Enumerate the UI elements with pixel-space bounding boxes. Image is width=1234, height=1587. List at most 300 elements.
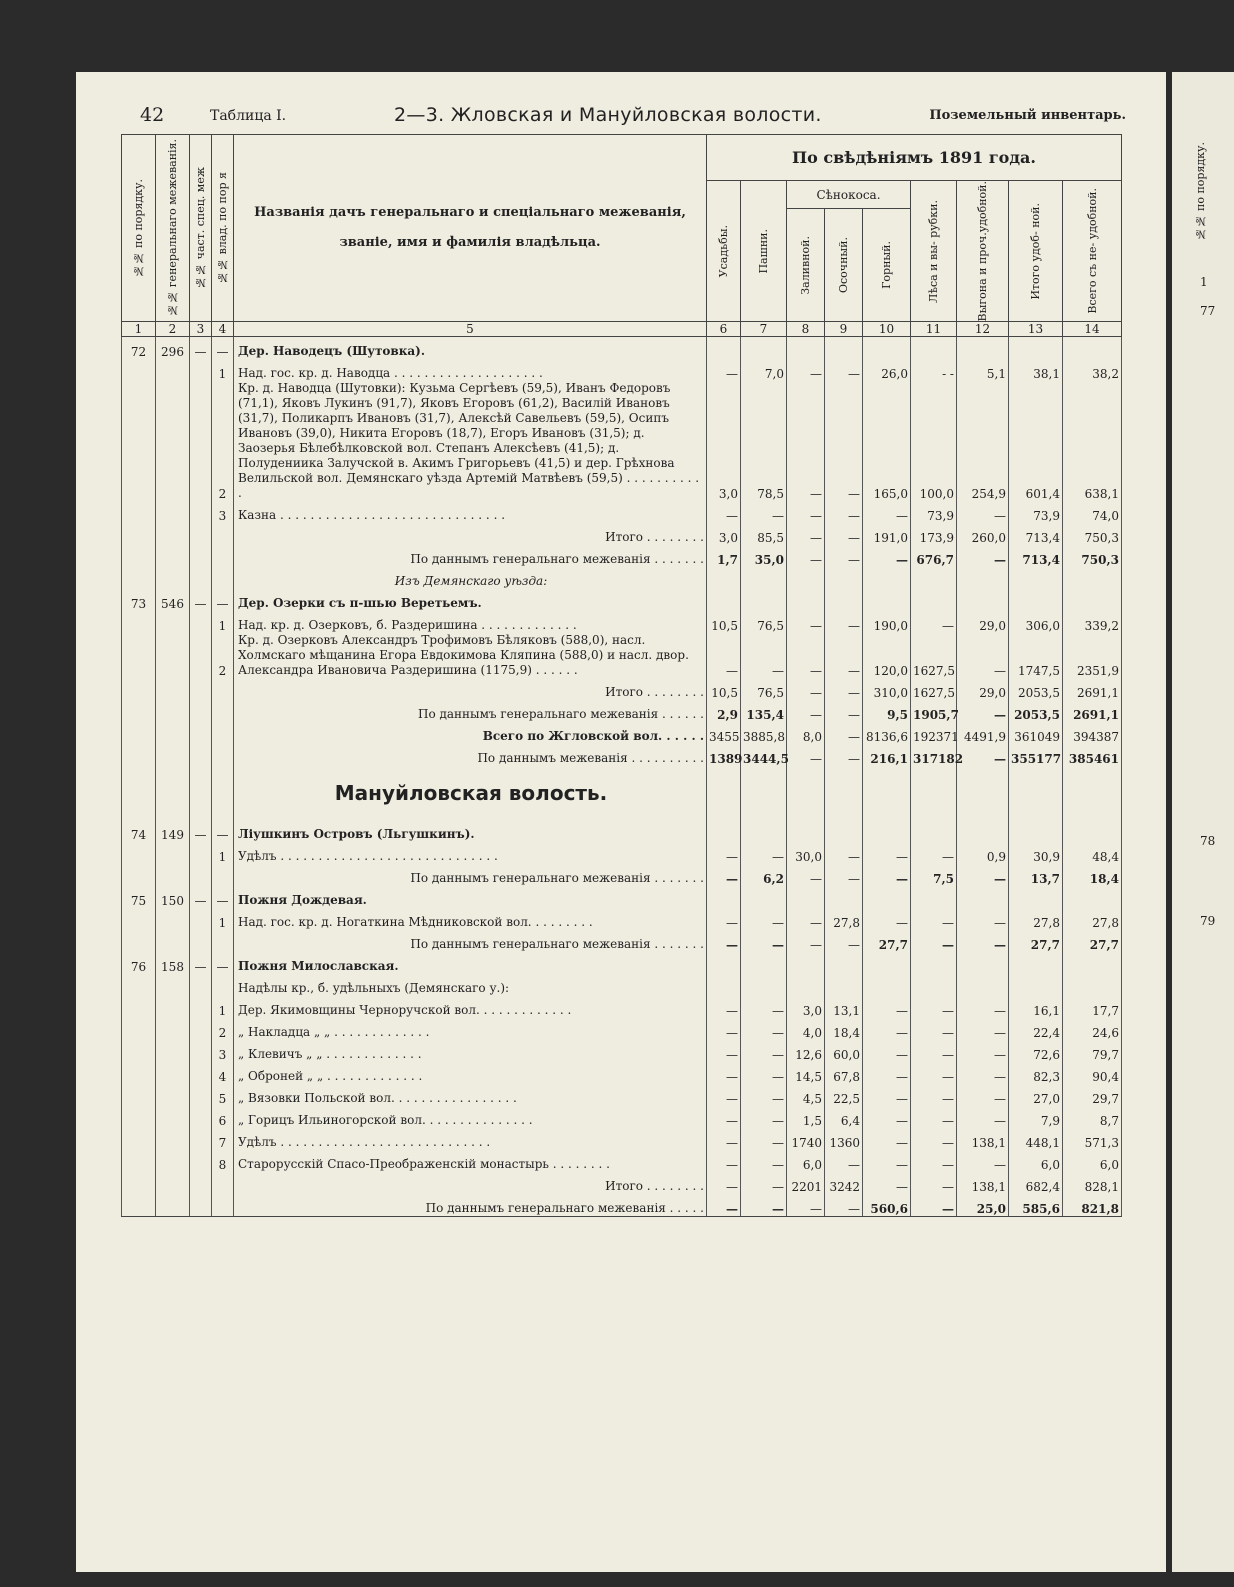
cell-value [863, 820, 911, 842]
row-index-c3 [190, 974, 212, 996]
col-header-names: Названія дачъ генеральнаго и спеціальнаго межеванія, званіе, имя и фамилія владѣльца. [234, 135, 707, 322]
cell-value: — [957, 996, 1009, 1018]
cell-value [787, 589, 825, 611]
row-index-c1 [122, 1018, 156, 1040]
row-index-c1 [122, 501, 156, 523]
cell-value: 4,0 [787, 1018, 825, 1040]
col-header-pasture: Выгона и проч.удобной. [957, 181, 1009, 322]
cell-value [707, 589, 741, 611]
cell-value [741, 567, 787, 589]
row-index-c4: — [212, 589, 234, 611]
cell-value: 67,8 [825, 1062, 863, 1084]
cell-value: — [911, 1128, 957, 1150]
row-index-c2 [156, 501, 190, 523]
cell-value: 601,4 [1009, 381, 1063, 501]
row-index-c1 [122, 722, 156, 744]
col-header-upland: Горный. [863, 209, 911, 322]
cell-value: 191,0 [863, 523, 911, 545]
row-index-c3 [190, 1172, 212, 1194]
row-name: „ Оброней „ „ . . . . . . . . . . . . . [234, 1062, 707, 1084]
cell-value: — [863, 545, 911, 567]
table-row [122, 611, 1122, 633]
cell-value: — [741, 1084, 787, 1106]
cell-value: 2351,9 [1063, 633, 1122, 678]
row-index-c2 [156, 864, 190, 886]
column-number: 3 [190, 322, 212, 337]
cell-value [1063, 820, 1122, 842]
column-number: 14 [1063, 322, 1122, 337]
row-index-c2: 546 [156, 589, 190, 611]
row-index-c3 [190, 908, 212, 930]
row-index-c1 [122, 842, 156, 864]
row-index-c4 [212, 567, 234, 589]
row-index-c4: 3 [212, 501, 234, 523]
row-index-c2 [156, 545, 190, 567]
cell-value [741, 886, 787, 908]
cell-value: 78,5 [741, 381, 787, 501]
row-index-c1 [122, 633, 156, 678]
cell-value: 6,0 [787, 1150, 825, 1172]
col-header-total-all: Всего съ не- удобной. [1063, 181, 1122, 322]
row-name: По даннымъ межеванія . . . . . . . . . . [234, 744, 707, 766]
row-index-c1 [122, 545, 156, 567]
cell-value [1063, 974, 1122, 996]
cell-value [707, 886, 741, 908]
cell-value: 3242 [825, 1172, 863, 1194]
row-name: Мануйловская волость. [234, 766, 707, 820]
next-page-num: 79 [1200, 914, 1216, 928]
cell-value: 3,0 [787, 996, 825, 1018]
cell-value: — [911, 1018, 957, 1040]
row-index-c1: 75 [122, 886, 156, 908]
row-index-c4 [212, 974, 234, 996]
cell-value: — [707, 842, 741, 864]
table-row [122, 1084, 1122, 1106]
cell-value: 821,8 [1063, 1194, 1122, 1217]
row-index-c1 [122, 1172, 156, 1194]
cell-value: 8,0 [787, 722, 825, 744]
row-index-c3 [190, 1018, 212, 1040]
cell-value: — [863, 996, 911, 1018]
row-index-c2 [156, 1128, 190, 1150]
cell-value: 560,6 [863, 1194, 911, 1217]
row-name: Над. гос. кр. д. Наводца . . . . . . . . . . . . . . . . . . . . [234, 359, 707, 381]
cell-value: — [741, 1194, 787, 1217]
cell-value: 317182 [911, 744, 957, 766]
row-index-c3 [190, 1084, 212, 1106]
cell-value: — [825, 678, 863, 700]
cell-value: 38,1 [1009, 359, 1063, 381]
column-number: 8 [787, 322, 825, 337]
row-index-c4 [212, 545, 234, 567]
row-index-c4 [212, 700, 234, 722]
cell-value: 27,7 [1063, 930, 1122, 952]
row-index-c3: — [190, 886, 212, 908]
page-number: 42 [140, 104, 165, 126]
row-index-c2 [156, 359, 190, 381]
cell-value: — [863, 908, 911, 930]
row-name: По даннымъ генеральнаго межеванія . . . . . [234, 1194, 707, 1217]
cell-value [1063, 766, 1122, 820]
row-index-c2 [156, 1194, 190, 1217]
table-row [122, 1194, 1122, 1217]
cell-value: 6,2 [741, 864, 787, 886]
cell-value: 22,5 [825, 1084, 863, 1106]
cell-value: 676,7 [911, 545, 957, 567]
cell-value: — [825, 381, 863, 501]
table-row [122, 633, 1122, 678]
cell-value: 27,8 [825, 908, 863, 930]
cell-value: — [825, 1194, 863, 1217]
row-name: По даннымъ генеральнаго межеванія . . . . . . . [234, 864, 707, 886]
table-row [122, 523, 1122, 545]
cell-value: 10,5 [707, 678, 741, 700]
col-header-general: №№ генеральнаго межеванія. [156, 135, 190, 322]
table-row [122, 1106, 1122, 1128]
next-page-num: 1 [1200, 275, 1208, 289]
row-index-c1 [122, 1040, 156, 1062]
cell-value: 2691,1 [1063, 678, 1122, 700]
cell-value: 73,9 [911, 501, 957, 523]
cell-value: 1905,7 [911, 700, 957, 722]
cell-value: 260,0 [957, 523, 1009, 545]
row-index-c2 [156, 722, 190, 744]
column-number: 11 [911, 322, 957, 337]
row-index-c2 [156, 633, 190, 678]
cell-value: — [957, 1150, 1009, 1172]
cell-value: 571,3 [1063, 1128, 1122, 1150]
cell-value [1063, 886, 1122, 908]
col-header-total-usable: Итого удоб- ной. [1009, 181, 1063, 322]
cell-value [787, 974, 825, 996]
running-header [76, 104, 1166, 128]
cell-value: — [911, 611, 957, 633]
cell-value [957, 974, 1009, 996]
cell-value: 165,0 [863, 381, 911, 501]
cell-value: — [741, 1150, 787, 1172]
cell-value [787, 337, 825, 360]
col-header-order: №№ по порядку. [122, 135, 156, 322]
row-index-c4: 7 [212, 1128, 234, 1150]
row-index-c2 [156, 381, 190, 501]
cell-value: — [787, 678, 825, 700]
next-page-num: 77 [1200, 304, 1216, 318]
row-index-c3 [190, 523, 212, 545]
cell-value: — [957, 864, 1009, 886]
cell-value: 27,8 [1009, 908, 1063, 930]
cell-value [825, 974, 863, 996]
cell-value: 85,5 [741, 523, 787, 545]
cell-value: 135,4 [741, 700, 787, 722]
cell-value [957, 886, 1009, 908]
cell-value: — [707, 930, 741, 952]
cell-value: — [825, 700, 863, 722]
row-index-c3: — [190, 952, 212, 974]
cell-value: — [863, 1062, 911, 1084]
cell-value: — [825, 864, 863, 886]
row-index-c4: 4 [212, 1062, 234, 1084]
column-number: 5 [234, 322, 707, 337]
table-row [122, 501, 1122, 523]
cell-value: 14,5 [787, 1062, 825, 1084]
row-name: Кр. д. Наводца (Шутовки): Кузьма Сергѣевъ (59,5), Иванъ Федоровъ (71,1), Яковъ Лукинъ (91,7), Яковъ Егоровъ (61,2), Василій Ивановъ (31,7), Поликарпъ Ивановъ (31,7), Алексѣй Савельевъ (59,5), Осипъ Ивановъ (39,0), Никита Егоровъ (18,7), Егоръ Ивановъ (31,5); д. Заозерья Бѣлебѣлковской вол. Степанъ Алексѣевъ (41,5); д. Полудениика Залучской в. Акимъ Григорьевъ (41,5) и дер. Грѣхнова Велильской вол. Демянскаго уѣзда Артемій Матвѣевъ (59,5) . . . . . . . . . . . [234, 381, 707, 501]
cell-value: 3885,8 [741, 722, 787, 744]
cell-value [741, 952, 787, 974]
row-index-c2 [156, 1084, 190, 1106]
cell-value: — [741, 1018, 787, 1040]
cell-value: 385461 [1063, 744, 1122, 766]
cell-value [707, 567, 741, 589]
row-index-c2 [156, 744, 190, 766]
row-index-c2 [156, 996, 190, 1018]
cell-value: — [957, 930, 1009, 952]
row-index-c3 [190, 1106, 212, 1128]
col-header-estates: Усадьбы. [707, 181, 741, 322]
cell-value: 3455 [707, 722, 741, 744]
row-name: Итого . . . . . . . . [234, 1172, 707, 1194]
cell-value: 310,0 [863, 678, 911, 700]
cell-value [787, 766, 825, 820]
row-name: Удѣлъ . . . . . . . . . . . . . . . . . . . . . . . . . . . . . [234, 842, 707, 864]
table-row [122, 744, 1122, 766]
cell-value: 1360 [825, 1128, 863, 1150]
row-index-c4: 1 [212, 359, 234, 381]
row-index-c1 [122, 1106, 156, 1128]
col-header-hay: Сѣнокоса. [787, 181, 911, 209]
table-row [122, 952, 1122, 974]
column-number: 2 [156, 322, 190, 337]
row-name: „ Клевичъ „ „ . . . . . . . . . . . . . [234, 1040, 707, 1062]
row-index-c3 [190, 1150, 212, 1172]
cell-value: 585,6 [1009, 1194, 1063, 1217]
cell-value [863, 337, 911, 360]
row-index-c3: — [190, 337, 212, 360]
row-index-c4 [212, 1172, 234, 1194]
cell-value [825, 766, 863, 820]
row-index-c1 [122, 567, 156, 589]
cell-value: — [741, 930, 787, 952]
row-index-c1 [122, 974, 156, 996]
row-index-c2 [156, 567, 190, 589]
cell-value [911, 820, 957, 842]
table-row [122, 842, 1122, 864]
row-index-c1: 72 [122, 337, 156, 360]
row-index-c1 [122, 700, 156, 722]
row-name: Кр. д. Озерковъ Александръ Трофимовъ Бѣляковъ (588,0), насл. Холмскаго мѣщанина Егора Евдокимова Кляпина (588,0) и насл. двор. Александра Ивановича Раздеришина (1175,9) . . . . . . [234, 633, 707, 678]
cell-value: 29,7 [1063, 1084, 1122, 1106]
cell-value: 38,2 [1063, 359, 1122, 381]
cell-value: 74,0 [1063, 501, 1122, 523]
cell-value: 173,9 [911, 523, 957, 545]
cell-value: — [825, 633, 863, 678]
row-index-c3 [190, 864, 212, 886]
cell-value: — [741, 1040, 787, 1062]
cell-value: 30,0 [787, 842, 825, 864]
row-name: Пожня Дождевая. [234, 886, 707, 908]
column-number: 1 [122, 322, 156, 337]
row-index-c4 [212, 1194, 234, 1217]
cell-value: 682,4 [1009, 1172, 1063, 1194]
row-name: Удѣлъ . . . . . . . . . . . . . . . . . . . . . . . . . . . . [234, 1128, 707, 1150]
cell-value: — [707, 1194, 741, 1217]
cell-value: 5,1 [957, 359, 1009, 381]
cell-value: 361049 [1009, 722, 1063, 744]
cell-value: 22,4 [1009, 1018, 1063, 1040]
cell-value: — [707, 1150, 741, 1172]
cell-value: 1,7 [707, 545, 741, 567]
cell-value: 73,9 [1009, 501, 1063, 523]
cell-value [1063, 589, 1122, 611]
page [76, 72, 1166, 1572]
row-name: „ Горицъ Ильиногорской вол. . . . . . . . . . . . . . . [234, 1106, 707, 1128]
cell-value: 2201 [787, 1172, 825, 1194]
row-name: Дер. Озерки съ п-шью Веретьемъ. [234, 589, 707, 611]
row-index-c2: 296 [156, 337, 190, 360]
row-index-c3 [190, 545, 212, 567]
row-index-c3 [190, 842, 212, 864]
cell-value: — [707, 1018, 741, 1040]
cell-value: 4491,9 [957, 722, 1009, 744]
cell-value: - - [911, 359, 957, 381]
cell-value [911, 766, 957, 820]
table-row [122, 722, 1122, 744]
cell-value: 713,4 [1009, 545, 1063, 567]
cell-value [1009, 886, 1063, 908]
cell-value: 29,0 [957, 678, 1009, 700]
row-index-c3: — [190, 820, 212, 842]
cell-value: 72,6 [1009, 1040, 1063, 1062]
cell-value [741, 337, 787, 360]
column-number: 10 [863, 322, 911, 337]
cell-value: — [787, 864, 825, 886]
col-header-special: №№ част. спец. меж [190, 135, 212, 322]
cell-value: — [707, 1084, 741, 1106]
cell-value [825, 820, 863, 842]
row-index-c1 [122, 678, 156, 700]
row-index-c4: 8 [212, 1150, 234, 1172]
cell-value: 26,0 [863, 359, 911, 381]
cell-value: — [825, 930, 863, 952]
cell-value: — [863, 864, 911, 886]
cell-value: 3444,5 [741, 744, 787, 766]
table-label: Таблица I. [210, 108, 287, 124]
cell-value [825, 337, 863, 360]
table-row [122, 930, 1122, 952]
row-name: Казна . . . . . . . . . . . . . . . . . . . . . . . . . . . . . . [234, 501, 707, 523]
cell-value: — [825, 744, 863, 766]
cell-value [825, 567, 863, 589]
cell-value: 1627,5 [911, 633, 957, 678]
row-index-c4: — [212, 886, 234, 908]
cell-value: — [825, 545, 863, 567]
row-index-c3 [190, 700, 212, 722]
row-index-c2: 158 [156, 952, 190, 974]
cell-value [957, 952, 1009, 974]
cell-value: — [911, 1062, 957, 1084]
row-index-c2 [156, 1018, 190, 1040]
row-index-c1 [122, 1150, 156, 1172]
row-index-c1 [122, 1062, 156, 1084]
cell-value [787, 567, 825, 589]
column-number: 13 [1009, 322, 1063, 337]
cell-value: 76,5 [741, 678, 787, 700]
cell-value: — [707, 1062, 741, 1084]
table-row [122, 864, 1122, 886]
table-row [122, 766, 1122, 820]
row-index-c2 [156, 766, 190, 820]
row-index-c2 [156, 611, 190, 633]
row-index-c2 [156, 974, 190, 996]
cell-value: — [787, 744, 825, 766]
cell-value: — [825, 842, 863, 864]
column-number: 6 [707, 322, 741, 337]
cell-value: — [957, 545, 1009, 567]
row-index-c4: 3 [212, 1040, 234, 1062]
table-row [122, 589, 1122, 611]
cell-value: 13,1 [825, 996, 863, 1018]
row-index-c4: 6 [212, 1106, 234, 1128]
row-name: „ Вязовки Польской вол. . . . . . . . . . . . . . . . . [234, 1084, 707, 1106]
cell-value [825, 952, 863, 974]
row-index-c4: 2 [212, 381, 234, 501]
row-index-c1 [122, 611, 156, 633]
cell-value: 6,0 [1009, 1150, 1063, 1172]
row-index-c1: 73 [122, 589, 156, 611]
cell-value: 339,2 [1063, 611, 1122, 633]
row-index-c2: 149 [156, 820, 190, 842]
table-row [122, 1062, 1122, 1084]
cell-value [1009, 952, 1063, 974]
cell-value: 120,0 [863, 633, 911, 678]
cell-value: — [911, 908, 957, 930]
cell-value: 12,6 [787, 1040, 825, 1062]
row-name: Над. гос. кр. д. Ногаткина Мѣдниковской вол. . . . . . . . . [234, 908, 707, 930]
cell-value: 24,6 [1063, 1018, 1122, 1040]
cell-value: 27,7 [1009, 930, 1063, 952]
cell-value [741, 974, 787, 996]
cell-value: 2053,5 [1009, 678, 1063, 700]
row-index-c2 [156, 1106, 190, 1128]
cell-value: 48,4 [1063, 842, 1122, 864]
cell-value: 30,9 [1009, 842, 1063, 864]
row-name: Итого . . . . . . . . [234, 523, 707, 545]
cell-value: — [957, 1018, 1009, 1040]
cell-value: — [957, 1062, 1009, 1084]
cell-value: 1740 [787, 1128, 825, 1150]
row-index-c4: — [212, 952, 234, 974]
cell-value: 4,5 [787, 1084, 825, 1106]
cell-value: — [911, 1084, 957, 1106]
cell-value [787, 952, 825, 974]
cell-value: — [863, 1150, 911, 1172]
cell-value: 79,7 [1063, 1040, 1122, 1062]
cell-value: 1389 [707, 744, 741, 766]
table-row [122, 337, 1122, 360]
row-index-c1 [122, 381, 156, 501]
cell-value: 27,7 [863, 930, 911, 952]
cell-value: — [741, 1062, 787, 1084]
row-index-c1: 76 [122, 952, 156, 974]
cell-value [863, 974, 911, 996]
cell-value [1009, 337, 1063, 360]
row-index-c2: 150 [156, 886, 190, 908]
cell-value: 828,1 [1063, 1172, 1122, 1194]
cell-value: 750,3 [1063, 523, 1122, 545]
column-number-row [122, 322, 1122, 337]
cell-value: 394387 [1063, 722, 1122, 744]
cell-value [957, 567, 1009, 589]
cell-value: — [787, 501, 825, 523]
